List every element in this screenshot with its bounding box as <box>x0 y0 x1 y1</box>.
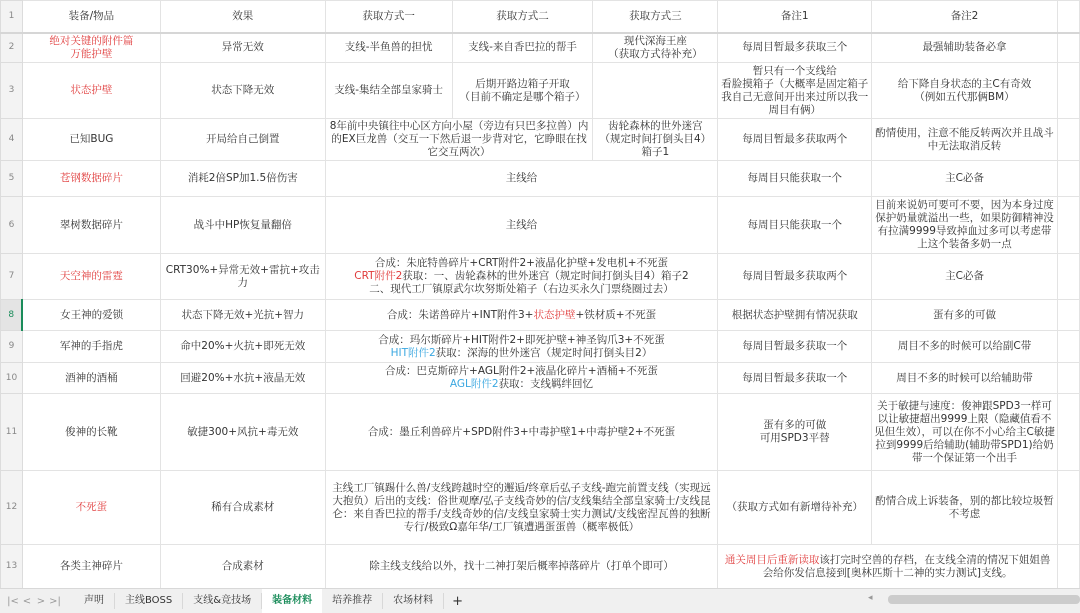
cell-item[interactable]: 翠树数据碎片 <box>22 197 160 254</box>
cell-note2[interactable]: 周目不多的时候可以给副C带 <box>872 331 1058 363</box>
cell-method1-2[interactable]: 8年前中央镇往中心区方向小屋（旁边有只巴多拉兽）内的EX巨龙兽（交互一下然后退一步背对它，它睁眼在找它交互两次） <box>325 119 593 161</box>
cell-note2[interactable]: 目前来说奶可要可不要，因为本身过度保护奶量就溢出一些，如果防御精神没有拉满9999导致掉血过多可以考虑带上这个装备多奶一点 <box>872 197 1058 254</box>
cell-method2[interactable]: 支线-来自香巴拉的帮手 <box>452 33 593 63</box>
row-header[interactable]: 4 <box>1 119 23 161</box>
cell-note1[interactable]: 每周目只能获取一个 <box>718 197 872 254</box>
cell-method3[interactable] <box>593 63 718 119</box>
row-header[interactable]: 7 <box>1 254 23 300</box>
cell-item[interactable]: 不死蛋 <box>22 471 160 545</box>
cell-item[interactable]: 女王神的爱锁 <box>22 300 160 331</box>
sheet-tab[interactable]: 支线&竞技场 <box>183 593 262 609</box>
cell-effect[interactable]: 异常无效 <box>160 33 325 63</box>
empty-cell[interactable] <box>1057 197 1079 254</box>
recipe-text: 合成：巴克斯碎片+AGL附件2+液晶化碎片+酒桶+不死蛋 <box>385 365 658 377</box>
cell-note1[interactable]: 暂只有一个支线给 看脸摸箱子（大概率是固定箱子我自己无意间开出来过所以我一周目有俩） <box>718 63 872 119</box>
next-sheet-button[interactable]: > <box>36 595 46 607</box>
obtain-text: 获取：支线羁绊回忆 <box>498 378 594 390</box>
note-text: 该打完时空兽的存档，在支线全清的情况下姐姐兽会给你发信息接到[奥林匹斯十二神的实力测试]支线。 <box>762 553 1051 579</box>
cell-item[interactable]: 酒神的酒桶 <box>22 363 160 394</box>
cell-item[interactable]: 天空神的雷霆 <box>22 254 160 300</box>
empty-cell[interactable] <box>1057 394 1079 471</box>
empty-cell[interactable] <box>1057 1 1079 33</box>
cell-method[interactable]: 除主线支线给以外，找十二神打架后概率掉落碎片（打单个即可） <box>325 545 718 589</box>
sheet-tab[interactable]: 声明 <box>74 593 115 609</box>
cell-method[interactable]: 主线给 <box>325 197 718 254</box>
cell-note2[interactable]: 关于敏捷与速度：俊神跟SPD3一样可以让敏捷超出9999上限（隐藏值看不见但生效），可以在你不小心给主C敏捷拉到9999后给辅助(辅助带SPD1)给奶带一个保证第一个出手 <box>872 394 1058 471</box>
obtain-text: 二、现代工厂镇原武尔坎努斯处箱子（右边买永久门票绕圈过去） <box>369 283 674 295</box>
column-header[interactable]: 备注1 <box>718 1 872 33</box>
row-header[interactable]: 6 <box>1 197 23 254</box>
cell-effect[interactable]: 稀有合成素材 <box>160 471 325 545</box>
scroll-left-icon[interactable]: ◂ <box>868 593 873 603</box>
cell-note1[interactable]: 每周目只能获取一个 <box>718 161 872 197</box>
obtain-text: 获取：深海的世外迷宫（规定时间打倒头目2） <box>435 346 653 359</box>
cell-effect[interactable]: CRT30%+异常无效+雷抗+攻击力 <box>160 254 325 300</box>
cell-effect[interactable]: 消耗2倍SP加1.5倍伤害 <box>160 161 325 197</box>
cell-method[interactable] <box>325 300 718 331</box>
cell-note[interactable] <box>718 545 1058 589</box>
cell-effect[interactable]: 命中20%+火抗+即死无效 <box>160 331 325 363</box>
recipe-text: 合成：玛尔斯碎片+HIT附件2+即死护壁+神圣钩爪3+不死蛋 <box>378 333 665 346</box>
cell-note1[interactable]: 每周目暂最多获取一个 <box>718 331 872 363</box>
empty-cell[interactable] <box>1057 545 1079 589</box>
empty-cell[interactable] <box>1057 331 1079 363</box>
cell-note1[interactable]: （获取方式如有新增待补充） <box>718 471 872 545</box>
cell-effect[interactable]: 敏捷300+风抗+毒无效 <box>160 394 325 471</box>
sheet-tab[interactable]: 农场材料 <box>383 593 444 609</box>
empty-cell[interactable] <box>1057 63 1079 119</box>
cell-note1[interactable]: 蛋有多的可做 可用SPD3平替 <box>718 394 872 471</box>
cell-effect[interactable]: 开局给自己倒置 <box>160 119 325 161</box>
recipe-text: 合成：朱诺兽碎片+INT附件3+ <box>386 308 534 321</box>
sheet-tab[interactable]: 主线BOSS <box>115 593 183 609</box>
row-header[interactable]: 5 <box>1 161 23 197</box>
empty-cell[interactable] <box>1057 254 1079 300</box>
row-header-selected[interactable]: 8 <box>1 300 23 331</box>
cell-note2[interactable]: 主C必备 <box>872 161 1058 197</box>
cell-item[interactable]: 俊神的长靴 <box>22 394 160 471</box>
highlight-text: HIT附件2 <box>390 346 436 359</box>
cell-note1[interactable]: 每周目暂最多获取两个 <box>718 119 872 161</box>
cell-note1[interactable]: 每周目暂最多获取两个 <box>718 254 872 300</box>
row-header[interactable]: 9 <box>1 331 23 363</box>
row-header[interactable]: 3 <box>1 63 23 119</box>
cell-method1[interactable]: 支线-集结全部皇家骑士 <box>325 63 452 119</box>
row-header[interactable]: 13 <box>1 545 23 589</box>
cell-note1[interactable]: 每周目暂最多获取三个 <box>718 33 872 63</box>
highlight-text: 通关周目后重新读取 <box>724 553 820 566</box>
cell-effect[interactable]: 状态下降无效 <box>160 63 325 119</box>
cell-note1[interactable]: 根据状态护壁拥有情况获取 <box>718 300 872 331</box>
cell-note2[interactable]: 最强辅助装备必拿 <box>872 33 1058 63</box>
cell-effect[interactable]: 合成素材 <box>160 545 325 589</box>
cell-method1[interactable]: 支线-半鱼兽的担忧 <box>325 33 452 63</box>
empty-cell[interactable] <box>1057 471 1079 545</box>
cell-method2[interactable]: 后期开路边箱子开取 （目前不确定是哪个箱子） <box>452 63 593 119</box>
column-header[interactable]: 获取方式二 <box>452 1 593 33</box>
cell-method3[interactable]: 齿轮森林的世外迷宫 （规定时间打倒头目4） 箱子1 <box>593 119 718 161</box>
cell-item[interactable]: 已知BUG <box>22 119 160 161</box>
highlight-text: 状态护壁 <box>533 308 576 321</box>
column-header[interactable]: 获取方式三 <box>593 1 718 33</box>
cell-note2[interactable]: 酌情使用，注意不能反转两次并且战斗中无法取消反转 <box>872 119 1058 161</box>
sheet-tab[interactable]: 培养推荐 <box>322 593 383 609</box>
column-header[interactable]: 备注2 <box>872 1 1058 33</box>
cell-item[interactable]: 各类主神碎片 <box>22 545 160 589</box>
sheet-tab-active[interactable]: 装备材料 <box>262 589 322 613</box>
cell-item[interactable]: 军神的手指虎 <box>22 331 160 363</box>
obtain-text: 获取：一、齿轮森林的世外迷宫（规定时间打倒头目4）箱子2 <box>402 270 689 282</box>
recipe-text: +铁材质+不死蛋 <box>575 308 657 321</box>
row-header[interactable]: 1 <box>1 1 23 33</box>
cell-note2[interactable]: 给下降自身状态的主C有奇效 （例如五代那俩BM） <box>872 63 1058 119</box>
column-header[interactable]: 装备/物品 <box>22 1 160 33</box>
cell-method[interactable] <box>325 331 718 363</box>
cell-effect[interactable]: 回避20%+水抗+液晶无效 <box>160 363 325 394</box>
horizontal-scrollbar[interactable] <box>888 595 1080 604</box>
first-sheet-button[interactable]: |< <box>7 595 19 607</box>
cell-method[interactable]: 主线工厂镇踢什么兽/支线跨越时空的邂逅/终章后弘子支线-跑完前置支线（实现远大抱负）后出的支线：俗世观摩/弘子支线奇妙的信/支线集结全部皇家骑士/支线昆仑：来自香巴拉的帮手/支线奇妙的信/支线皇家骑士实力测试/支线密涅瓦兽的独断专行/极致Ω嘉年华/工厂镇遭遇蛋蛋兽（概率极低） <box>325 471 718 545</box>
row-header[interactable]: 2 <box>1 33 23 63</box>
cell-effect[interactable]: 战斗中HP恢复量翻倍 <box>160 197 325 254</box>
row-header[interactable]: 10 <box>1 363 23 394</box>
highlight-text: CRT附件2 <box>354 270 403 282</box>
cell-method[interactable] <box>325 363 718 394</box>
cell-note2[interactable]: 周目不多的时候可以给辅助带 <box>872 363 1058 394</box>
cell-item[interactable]: 苍钢数据碎片 <box>22 161 160 197</box>
row-header[interactable]: 12 <box>1 471 23 545</box>
empty-cell[interactable] <box>1057 119 1079 161</box>
cell-effect[interactable]: 状态下降无效+光抗+智力 <box>160 300 325 331</box>
row-header[interactable]: 11 <box>1 394 23 471</box>
cell-item[interactable]: 状态护壁 <box>22 63 160 119</box>
column-header[interactable]: 效果 <box>160 1 325 33</box>
cell-note2[interactable]: 蛋有多的可做 <box>872 300 1058 331</box>
empty-cell[interactable] <box>1057 161 1079 197</box>
highlight-text: AGL附件2 <box>449 378 499 390</box>
empty-cell[interactable] <box>1057 363 1079 394</box>
empty-cell[interactable] <box>1057 33 1079 63</box>
cell-method[interactable] <box>325 254 718 300</box>
cell-method3[interactable]: 现代深海王座 （获取方式待补充） <box>593 33 718 63</box>
cell-item[interactable]: 绝对关键的附件篇 万能护壁 <box>22 33 160 63</box>
cell-note1[interactable]: 每周目暂最多获取一个 <box>718 363 872 394</box>
cell-note2[interactable]: 酌情合成上诉装备，别的都比较垃圾暂不考虑 <box>872 471 1058 545</box>
last-sheet-button[interactable]: >| <box>49 595 61 607</box>
prev-sheet-button[interactable]: < <box>22 595 32 607</box>
column-header[interactable]: 获取方式一 <box>325 1 452 33</box>
cell-note2[interactable]: 主C必备 <box>872 254 1058 300</box>
recipe-text: 合成：朱庇特兽碎片+CRT附件2+液晶化护壁+发电机+不死蛋 <box>374 257 669 269</box>
cell-method[interactable]: 合成：墨丘利兽碎片+SPD附件3+中毒护壁1+中毒护壁2+不死蛋 <box>325 394 718 471</box>
empty-cell[interactable] <box>1057 300 1079 331</box>
cell-method[interactable]: 主线给 <box>325 161 718 197</box>
add-sheet-button[interactable]: + <box>452 593 463 609</box>
